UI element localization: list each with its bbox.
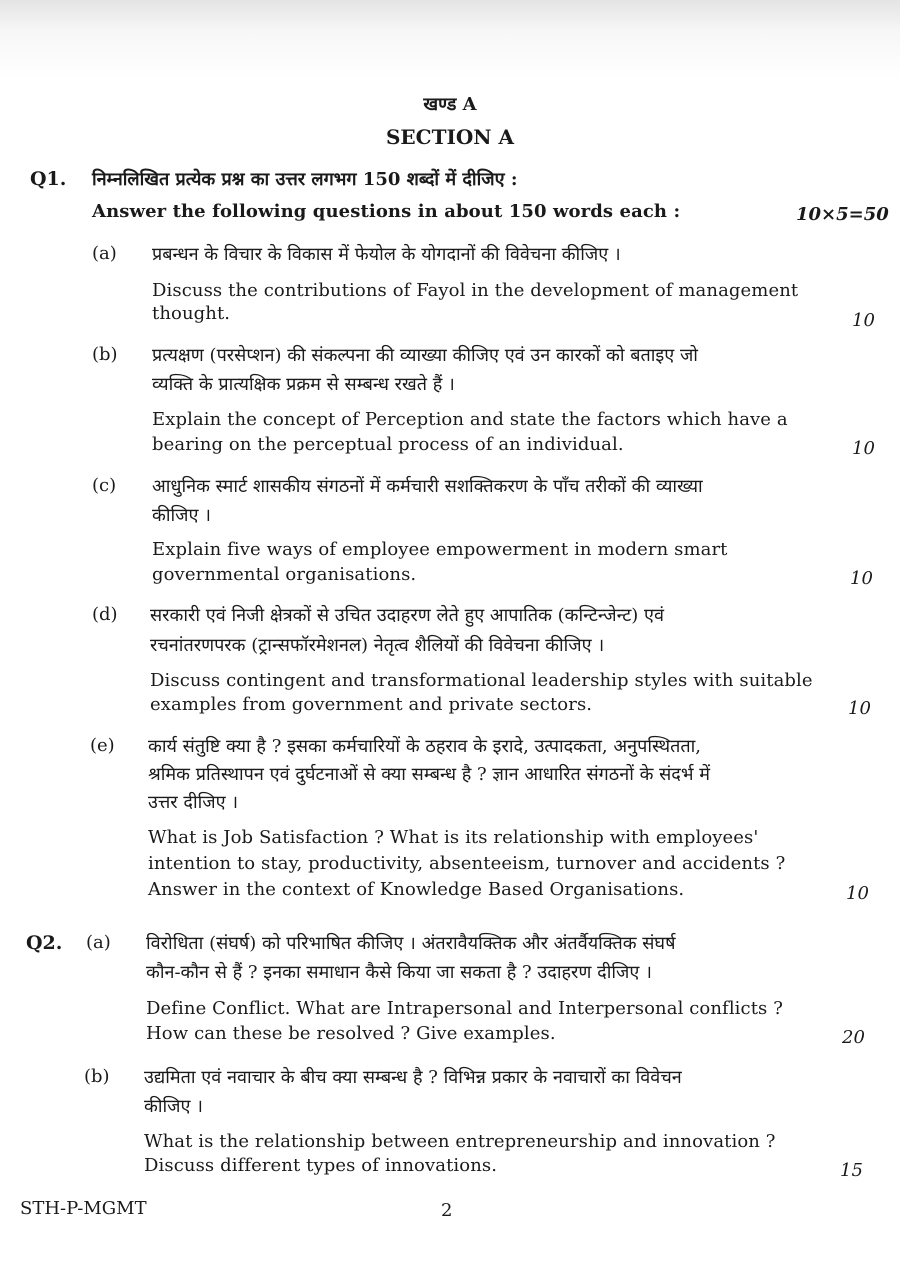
question-number-q2: Q2. <box>26 932 63 954</box>
q1e-english-line-1: What is Job Satisfaction ? What is its relationship with employees' <box>148 827 759 848</box>
q1b-english-line-1: Explain the concept of Perception and state the factors which have a <box>152 409 788 430</box>
q1d-english-line-2: examples from government and private sectors. <box>150 694 593 715</box>
q2a-english-line-2: How can these be resolved ? Give examples. <box>146 1023 556 1044</box>
scan-shadow <box>0 0 900 80</box>
q2b-hindi-line-1: उद्यमिता एवं नवाचार के बीच क्या सम्बन्ध है ? विभिन्न प्रकार के नवाचारों का विवेचन <box>144 1067 682 1088</box>
q1d-hindi-line-1: सरकारी एवं निजी क्षेत्रकों से उचित उदाहरण लेते हुए आपातिक (कन्टिन्जेन्ट) एवं <box>150 605 665 626</box>
q2a-hindi-line-1: विरोधिता (संघर्ष) को परिभाषित कीजिए । अंतरावैयक्तिक और अंतर्वैयक्तिक संघर्ष <box>146 933 676 954</box>
q1c-hindi-line-2: कीजिए । <box>152 505 212 526</box>
footer-page-number: 2 <box>441 1200 453 1221</box>
q1e-label: (e) <box>90 735 115 756</box>
q1a-marks: 10 <box>852 310 875 331</box>
q1b-label: (b) <box>92 344 118 365</box>
q1c-marks: 10 <box>850 568 873 589</box>
q2b-english-line-1: What is the relationship between entrepreneurship and innovation ? <box>144 1131 776 1152</box>
q2b-label: (b) <box>84 1066 110 1087</box>
footer-paper-code: STH-P-MGMT <box>20 1198 147 1219</box>
q2b-hindi-line-2: कीजिए । <box>144 1096 204 1117</box>
q2a-hindi-line-2: कौन-कौन से हैं ? इनका समाधान कैसे किया जा सकता है ? उदाहरण दीजिए । <box>146 962 652 983</box>
section-title-english: SECTION A <box>385 125 515 149</box>
q1-instruction-hindi: निम्नलिखित प्रत्येक प्रश्न का उत्तर लगभग 150 शब्दों में दीजिए : <box>92 169 518 190</box>
q2a-marks: 20 <box>842 1027 865 1048</box>
q1d-hindi-line-2: रचनांतरणपरक (ट्रान्सफॉरमेशनल) नेतृत्व शैलियों की विवेचना कीजिए । <box>150 635 605 656</box>
q1a-label: (a) <box>92 243 117 264</box>
q2a-label: (a) <box>86 932 111 953</box>
q1d-english-line-1: Discuss contingent and transformational leadership styles with suitable <box>150 670 813 691</box>
q1d-label: (d) <box>92 604 118 625</box>
q1e-hindi-line-1: कार्य संतुष्टि क्या है ? इसका कर्मचारियों के ठहराव के इरादे, उत्पादकता, अनुपस्थितता, <box>148 736 702 757</box>
question-number-q1: Q1. <box>30 168 67 190</box>
q1a-english-line-2: thought. <box>152 303 231 324</box>
section-title-hindi: खण्ड A <box>423 94 477 115</box>
q1e-marks: 10 <box>846 883 869 904</box>
q1e-english-line-2: intention to stay, productivity, absenteeism, turnover and accidents ? <box>148 853 786 874</box>
q1b-english-line-2: bearing on the perceptual process of an individual. <box>152 434 624 455</box>
q1d-marks: 10 <box>848 698 871 719</box>
q2b-english-line-2: Discuss different types of innovations. <box>144 1155 498 1176</box>
q2b-marks: 15 <box>840 1160 863 1181</box>
q1c-english-line-2: governmental organisations. <box>152 564 417 585</box>
q1b-hindi-line-2: व्यक्ति के प्रात्यक्षिक प्रक्रम से सम्बन्ध रखते हैं । <box>152 374 455 395</box>
q1a-english-line-1: Discuss the contributions of Fayol in the development of management <box>152 280 799 301</box>
q1b-hindi-line-1: प्रत्यक्षण (परसेप्शन) की संकल्पना की व्याख्या कीजिए एवं उन कारकों को बताइए जो <box>152 345 698 366</box>
q1b-marks: 10 <box>852 438 875 459</box>
q1e-hindi-line-3: उत्तर दीजिए । <box>148 792 239 813</box>
q2a-english-line-1: Define Conflict. What are Intrapersonal and Interpersonal conflicts ? <box>146 998 783 1019</box>
q1e-hindi-line-2: श्रमिक प्रतिस्थापन एवं दुर्घटनाओं से क्या सम्बन्ध है ? ज्ञान आधारित संगठनों के संदर्भ में <box>148 764 710 785</box>
q1-instruction-english: Answer the following questions in about 150 words each : <box>92 201 681 222</box>
q1a-hindi-line-1: प्रबन्धन के विचार के विकास में फेयोल के योगदानों की विवेचना कीजिए । <box>152 244 621 265</box>
q1c-hindi-line-1: आधुनिक स्मार्ट शासकीय संगठनों में कर्मचारी सशक्तिकरण के पाँच तरीकों की व्याख्या <box>152 476 703 497</box>
q1c-label: (c) <box>92 475 117 496</box>
q1e-english-line-3: Answer in the context of Knowledge Based Organisations. <box>148 879 685 900</box>
q1-total-marks: 10×5=50 <box>796 204 889 225</box>
q1c-english-line-1: Explain five ways of employee empowerment in modern smart <box>152 539 728 560</box>
